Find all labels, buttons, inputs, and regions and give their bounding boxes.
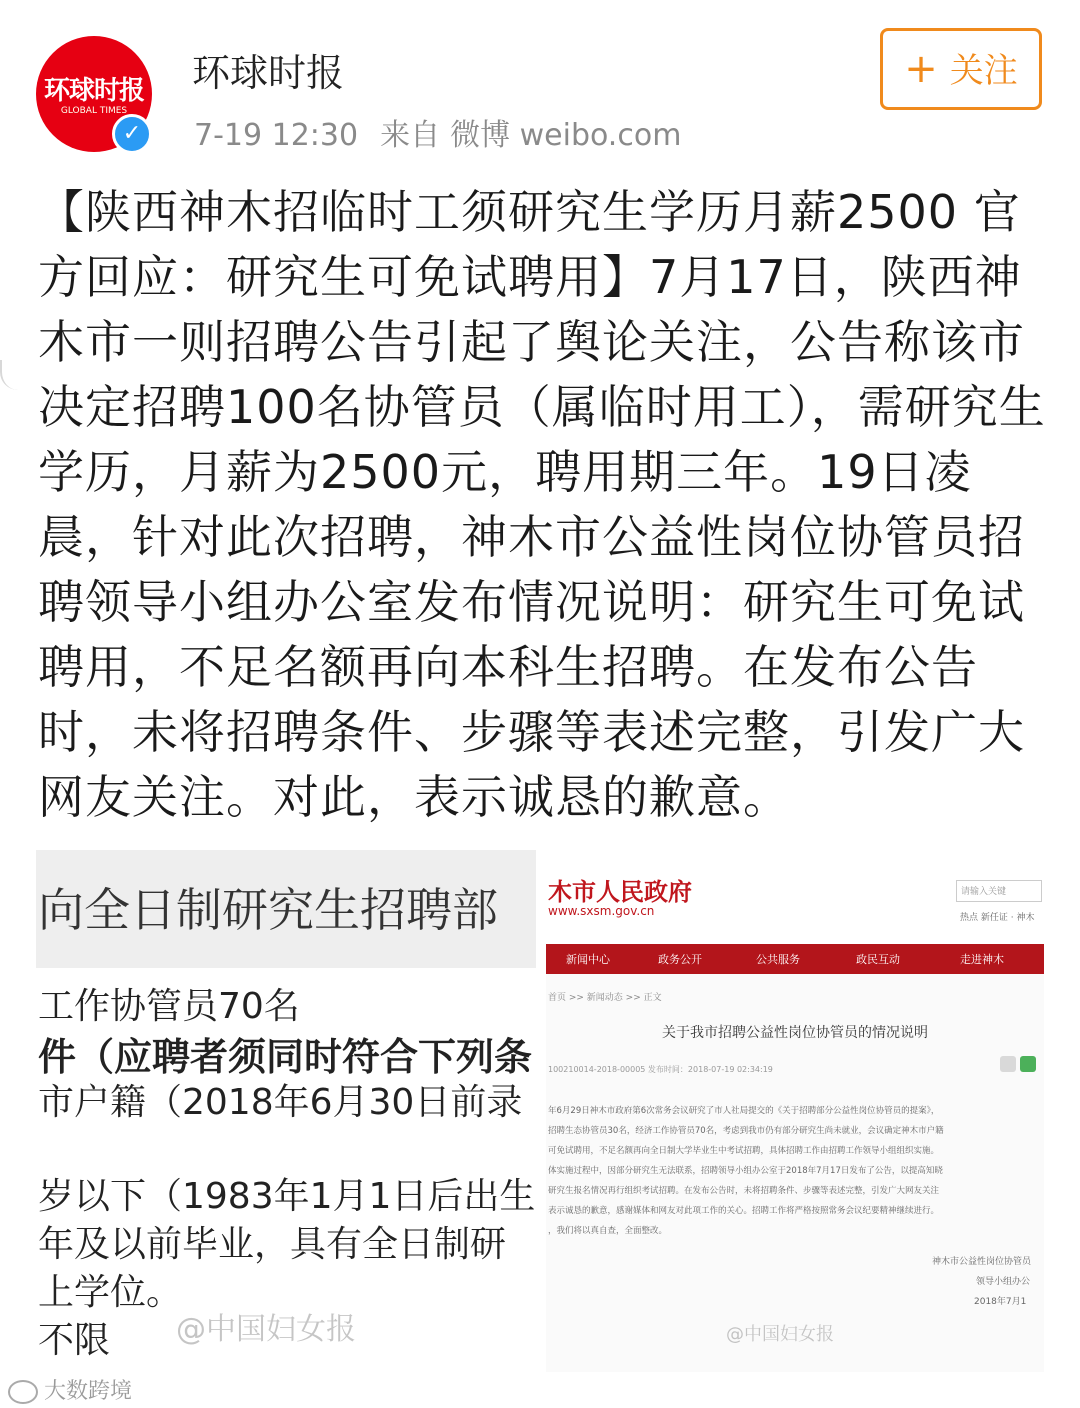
attached-image-right[interactable] — [546, 850, 1044, 1372]
share-icon — [1000, 1056, 1016, 1072]
gov-article-line: 体实施过程中，因部分研究生无法联系，招聘领导小组办公室于2018年7月17日发布了公告，以提高知晓 — [548, 1166, 943, 1176]
post-source: 微博 weibo.com — [450, 118, 682, 153]
gov-article-line: 可免试聘用，不足名额再向全日制大学毕业生中考试招聘，具体招聘工作由招聘工作领导小组组织实施。 — [548, 1146, 940, 1156]
gov-article-line: 招聘生态协管员30名，经济工作协管员70名，考虑到我市仍有部分研究生尚未就业，会议确定神木市户籍 — [548, 1126, 944, 1136]
image-doc-line: 不限 — [38, 1320, 111, 1361]
footer-watermark-text: 大数跨境 — [44, 1379, 133, 1404]
gov-search-input: 请输入关键 — [956, 880, 1042, 902]
plus-icon: + — [904, 46, 938, 92]
gov-site-title: 木市人民政府 — [548, 878, 692, 906]
gov-site-header — [546, 850, 1044, 944]
page-edge-decoration — [0, 360, 18, 390]
post-text: 【陕西神木招临时工须研究生学历月薪2500 官方回应：研究生可免试聘用】7月17日，陕西神木市一则招聘公告引起了舆论关注，公告称该市决定招聘100名协管员（属临时用工），需研究生学历，月薪为2500元，聘用期三年。19日凌晨，针对此次招聘，神木市公益性岗位协管员招聘领导小组办公室发布情况说明：研究生可免试聘用，不足名额再向本科生招聘。在发布公告时，未将招聘条件、步骤等表述完整，引发广大网友关注。对此，表示诚恳的歉意。 — [38, 185, 1046, 824]
gov-top-links: 热点 新任证 · 神木 — [960, 913, 1035, 923]
gov-site-url: www.sxsm.gov.cn — [548, 904, 655, 918]
gov-sign-org-2: 领导小组办公 — [976, 1277, 1031, 1287]
gov-breadcrumb: 首页 >> 新闻动态 >> 正文 — [548, 993, 662, 1003]
image-doc-line: 工作协管员70名 — [38, 986, 300, 1027]
avatar-logo-subtext: GLOBAL TIMES — [60, 106, 128, 116]
image-doc-line: 件（应聘者须同时符合下列条 — [38, 1035, 533, 1079]
image-doc-line: 上学位。 — [38, 1272, 183, 1313]
post-meta — [194, 110, 703, 154]
gov-nav-item: 走进神木 — [960, 953, 1004, 966]
gov-nav-item: 政务公开 — [658, 953, 702, 966]
gov-nav-item: 公共服务 — [756, 953, 800, 966]
account-name[interactable]: 环球时报 — [192, 51, 345, 95]
gov-article-title: 关于我市招聘公益性岗位协管员的情况说明 — [662, 1025, 928, 1041]
gov-sign-date: 2018年7月1 — [974, 1297, 1027, 1307]
post-time: 7-19 12:30 — [194, 118, 359, 153]
image-watermark: @中国妇女报 — [726, 1324, 834, 1345]
post-source-prefix: 来自 — [380, 118, 441, 153]
image-doc-line: 市户籍（2018年6月30日前录 — [38, 1082, 523, 1123]
footer-watermark — [8, 1374, 132, 1405]
attached-image-left[interactable] — [36, 850, 536, 1372]
gov-article-line: 年6月29日神木市政府第6次常务会议研究了市人社局提交的《关于招聘部分公益性岗位协管员的提案》， — [548, 1106, 940, 1116]
follow-button[interactable] — [880, 28, 1042, 110]
image-doc-line: 年及以前毕业，具有全日制研 — [38, 1224, 507, 1265]
verified-check-icon: ✓ — [112, 114, 152, 154]
gov-article-line: ，我们将以真自查，全面整改。 — [548, 1226, 668, 1236]
follow-label: 关注 — [949, 51, 1018, 91]
image-watermark: @中国妇女报 — [176, 1312, 356, 1347]
avatar-logo-text: 环球时报 — [43, 76, 144, 106]
gov-nav-bar — [546, 944, 1044, 974]
watermark-logo-icon — [8, 1380, 38, 1404]
image-doc-title: 向全日制研究生招聘部 — [38, 883, 498, 937]
gov-article-line: 研究生报名情况再行组织考试招聘。在发布公告时，未将招聘条件、步骤等表述完整，引发广大网友关注 — [548, 1186, 940, 1196]
gov-article-line: 表示诚恳的歉意，感谢媒体和网友对此项工作的关心。招聘工作将严格按照常务会议纪要精神继续进行。 — [548, 1206, 940, 1216]
gov-nav-item: 政民互动 — [856, 953, 900, 966]
gov-sign-org: 神木市公益性岗位协管员 — [932, 1257, 1032, 1267]
gov-nav-item: 新闻中心 — [566, 953, 610, 966]
gov-article-meta: 100210014-2018-00005 发布时间：2018-07-19 02:34:19 — [548, 1065, 773, 1074]
image-doc-line: 岁以下（1983年1月1日后出生 — [38, 1176, 536, 1217]
wechat-icon — [1020, 1056, 1036, 1072]
post-header — [0, 0, 1080, 160]
